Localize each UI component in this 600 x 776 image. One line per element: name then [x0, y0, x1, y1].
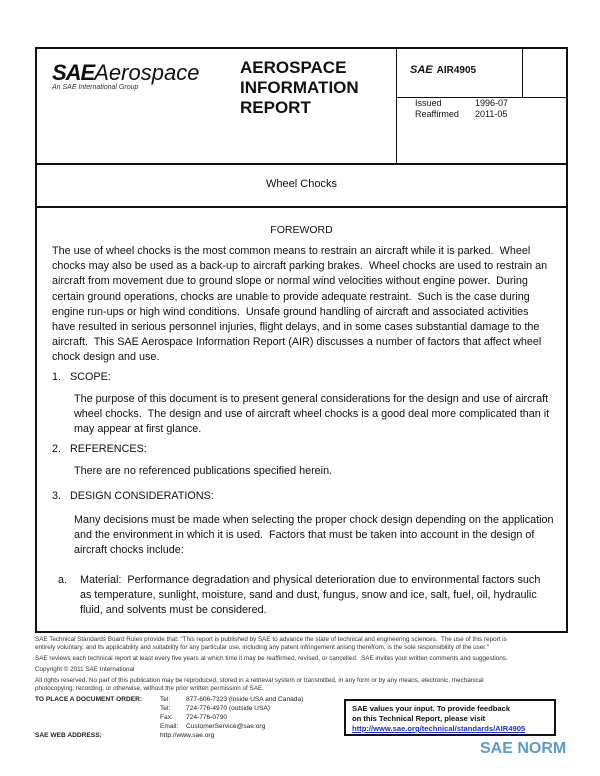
feedback-box: [344, 699, 556, 736]
contact-value: 877-606-7323 (inside USA and Canada): [186, 696, 304, 703]
text-line: The purpose of this document is to present general considerations for the design and use of aircraft: [74, 393, 549, 405]
reaffirmed-label: Reaffirmed: [415, 109, 459, 119]
web-address[interactable]: http://www.sae.org: [160, 732, 215, 739]
design-paragraph: [74, 513, 554, 559]
issued-label: Issued: [415, 98, 442, 108]
text-line: aircraft chocks include:: [74, 544, 184, 557]
report-type-line: AEROSPACE: [240, 58, 347, 77]
watermark-text: SAE NORM: [480, 740, 567, 757]
contact-key: Email:: [160, 723, 179, 730]
reaffirmed-date: 2011-05: [475, 109, 508, 119]
text-line: chock design and use.: [52, 351, 160, 364]
web-label: SAE WEB ADDRESS:: [35, 732, 102, 739]
header-divider: [37, 163, 566, 165]
header-column-divider: [396, 49, 397, 163]
document-number: [410, 64, 476, 76]
text-line: Many decisions must be made when selecting the proper chock design depending on the application: [74, 514, 554, 526]
contact-row: [160, 713, 303, 722]
copyright: Copyright © 2011 SAE International: [35, 666, 135, 673]
legal-line: SAE Technical Standards Board Rules provide that: "This report is published by SAE to advance the state of technical and engineering sciences. The use of this report is: [35, 636, 507, 643]
report-type-line: INFORMATION: [240, 78, 359, 97]
section-heading-references: 2. REFERENCES:: [52, 443, 147, 455]
section-heading-design: 3. DESIGN CONSIDERATIONS:: [52, 490, 214, 502]
item-a-paragraph: [80, 573, 540, 619]
text-line: and the environment in which it is used. Factors that must be taken into account in the design of: [74, 529, 535, 542]
text-line: The use of wheel chocks is the most common means to restrain an aircraft while it is parked. Wheel: [52, 245, 531, 257]
feedback-line: SAE values your input. To provide feedback: [352, 704, 511, 713]
scope-paragraph: [74, 392, 549, 438]
contact-row: [160, 722, 303, 731]
foreword-heading: FOREWORD: [270, 224, 333, 236]
text-line: have resulted in serious personnel injuries, flight delays, and in some cases substantial damage to the: [52, 321, 540, 334]
text-line: may appear at first glance.: [74, 423, 202, 436]
corner-box-divider: [522, 49, 523, 97]
feedback-line: on this Technical Report, please visit: [352, 714, 486, 723]
references-paragraph: There are no referenced publications specified herein.: [74, 465, 333, 477]
doc-number: AIR4905: [436, 65, 477, 76]
title-divider: [37, 206, 566, 208]
legal-line: entirely voluntary, and its applicability and suitability for any particular use, including any patent infringement arising therefrom, is the sole responsibility of the user.": [35, 644, 489, 651]
report-type: [240, 58, 359, 118]
legal-line: photocopying, recording, or otherwise, without the prior written permission of SAE.: [35, 685, 264, 692]
foreword-paragraph: [52, 244, 547, 366]
contact-value: 724-776-0790: [186, 714, 228, 721]
logo-brand: SAE: [52, 60, 95, 85]
contact-value: 724-776-4970 (outside USA): [186, 705, 270, 712]
text-line: aircraft. This SAE Aerospace Information Report (AIR) discusses a number of factors that affect wheel: [52, 336, 542, 349]
text-line: fluid, and solvents must be considered.: [80, 604, 267, 617]
legal-notice: [35, 636, 508, 693]
section-heading-scope: 1. SCOPE:: [52, 371, 111, 383]
report-type-line: REPORT: [240, 98, 311, 117]
document-title: Wheel Chocks: [266, 178, 337, 190]
item-a-marker: a.: [58, 574, 68, 586]
text-line: chocks may also be used as a back-up to aircraft parking brakes. Wheel chocks are used to restrain an: [52, 260, 548, 273]
logo-subtitle: An SAE International Group: [52, 84, 139, 91]
feedback-link[interactable]: http://www.sae.org/technical/standards/AIR4905: [352, 724, 526, 733]
legal-line: All rights reserved. No part of this publication may be reproduced, stored in a retrieval system or transmitted, in any form or by any means, electronic, mechanical: [35, 677, 484, 684]
legal-line: SAE reviews each technical report at least every five years at which time it may be reaffirmed, revised, or cancelled. SAE invites your written comments and suggestions.: [35, 655, 508, 662]
text-line: Material: Performance degradation and physical deterioration due to environmental factors such: [80, 574, 541, 586]
text-line: wheel chocks. The design and use of aircraft wheel chocks is a good deal more complicated than it: [74, 408, 550, 421]
contact-row: [160, 695, 303, 704]
contact-row: [160, 704, 303, 713]
contact-value[interactable]: CustomerService@sae.org: [186, 723, 266, 730]
issued-date: 1996-07: [475, 98, 509, 108]
order-label: TO PLACE A DOCUMENT ORDER:: [35, 696, 143, 703]
text-line: aircraft from movement due to ground slope or normal wind velocities without engine power. During: [52, 275, 528, 288]
logo-word: Aerospace: [94, 60, 200, 85]
sae-aerospace-logo: [52, 60, 199, 91]
text-line: certain ground operations, chocks are unable to provide adequate restraint. Such is the case during: [52, 290, 530, 303]
contact-key: Tel:: [160, 696, 171, 703]
document-dates: [415, 98, 535, 120]
sae-norm-watermark: [480, 740, 566, 758]
doc-prefix: SAE: [410, 64, 433, 76]
text-line: engine run-ups or high wind conditions. Unsafe ground handling of aircraft and associated activities: [52, 305, 529, 318]
text-line: as temperature, sunlight, moisture, sand and dust, fungus, snow and ice, salt, fuel, oil, hydraulic: [80, 589, 537, 602]
contact-key: Tel:: [160, 705, 171, 712]
contact-list: [160, 695, 303, 740]
contact-key: Fax:: [160, 714, 173, 721]
